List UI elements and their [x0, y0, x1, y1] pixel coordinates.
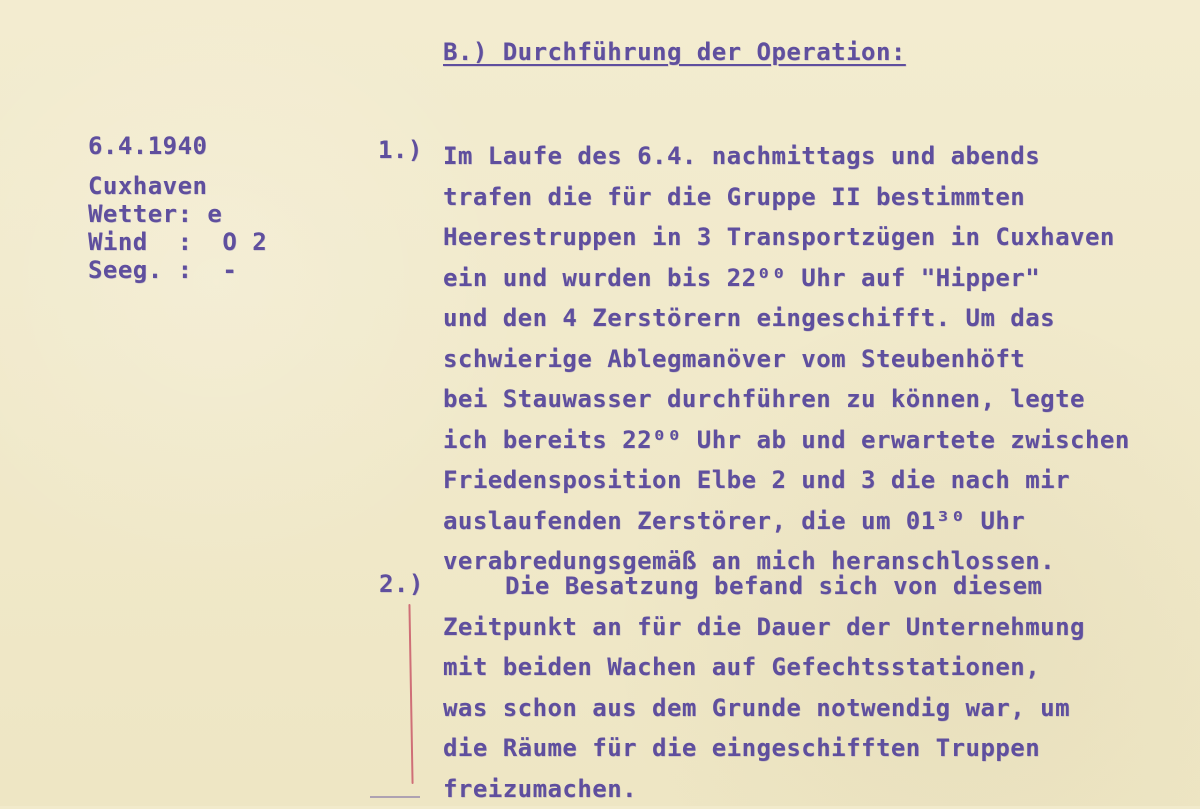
- paragraph-2-line: Die Besatzung befand sich von diesem: [505, 572, 1042, 600]
- paragraph-1-line: auslaufenden Zerstörer, die um 01³⁰ Uhr: [443, 501, 1188, 542]
- red-margin-mark: [408, 604, 413, 784]
- paragraph-1-line: Im Laufe des 6.4. nachmittags und abends: [443, 136, 1188, 177]
- paragraph-2-line: freizumachen.: [443, 769, 1188, 809]
- weather-note: Wetter: e: [88, 200, 222, 228]
- paragraph-1-line: verabredungsgemäß an mich heranschlossen.: [443, 541, 1188, 582]
- paragraph-2-first-line: [443, 566, 1188, 607]
- paragraph-2-line: Zeitpunkt an für die Dauer der Unternehmung: [443, 607, 1188, 648]
- paragraph-2-line: die Räume für die eingeschifften Truppen: [443, 728, 1188, 769]
- date-note: 6.4.1940: [88, 132, 207, 160]
- paragraph-2-line: mit beiden Wachen auf Gefechtsstationen,: [443, 647, 1188, 688]
- paragraph-1-line: schwierige Ablegmanöver vom Steubenhöft: [443, 339, 1188, 380]
- paragraph-1-line: ein und wurden bis 22⁰⁰ Uhr auf "Hipper": [443, 258, 1188, 299]
- location-note: Cuxhaven: [88, 172, 207, 200]
- cut-off-text-mark: [370, 796, 420, 806]
- wind-note: Wind : O 2: [88, 228, 267, 256]
- paragraph-1: [443, 136, 1188, 582]
- paragraph-2-line: was schon aus dem Grunde notwendig war, um: [443, 688, 1188, 729]
- sea-state-note: Seeg. : -: [88, 256, 237, 284]
- section-heading: B.) Durchführung der Operation:: [443, 38, 906, 66]
- paragraph-2: [443, 566, 1188, 809]
- paragraph-number-1: 1.): [378, 136, 423, 164]
- paragraph-1-line: trafen die für die Gruppe II bestimmten: [443, 177, 1188, 218]
- paragraph-1-line: bei Stauwasser durchführen zu können, legte: [443, 379, 1188, 420]
- paragraph-1-line: Heerestruppen in 3 Transportzügen in Cuxhaven: [443, 217, 1188, 258]
- paragraph-number-2: 2.): [379, 570, 424, 598]
- paragraph-1-line: und den 4 Zerstörern eingeschifft. Um das: [443, 298, 1188, 339]
- paragraph-1-line: ich bereits 22⁰⁰ Uhr ab und erwartete zwischen: [443, 420, 1188, 461]
- paragraph-1-line: Friedensposition Elbe 2 und 3 die nach mir: [443, 460, 1188, 501]
